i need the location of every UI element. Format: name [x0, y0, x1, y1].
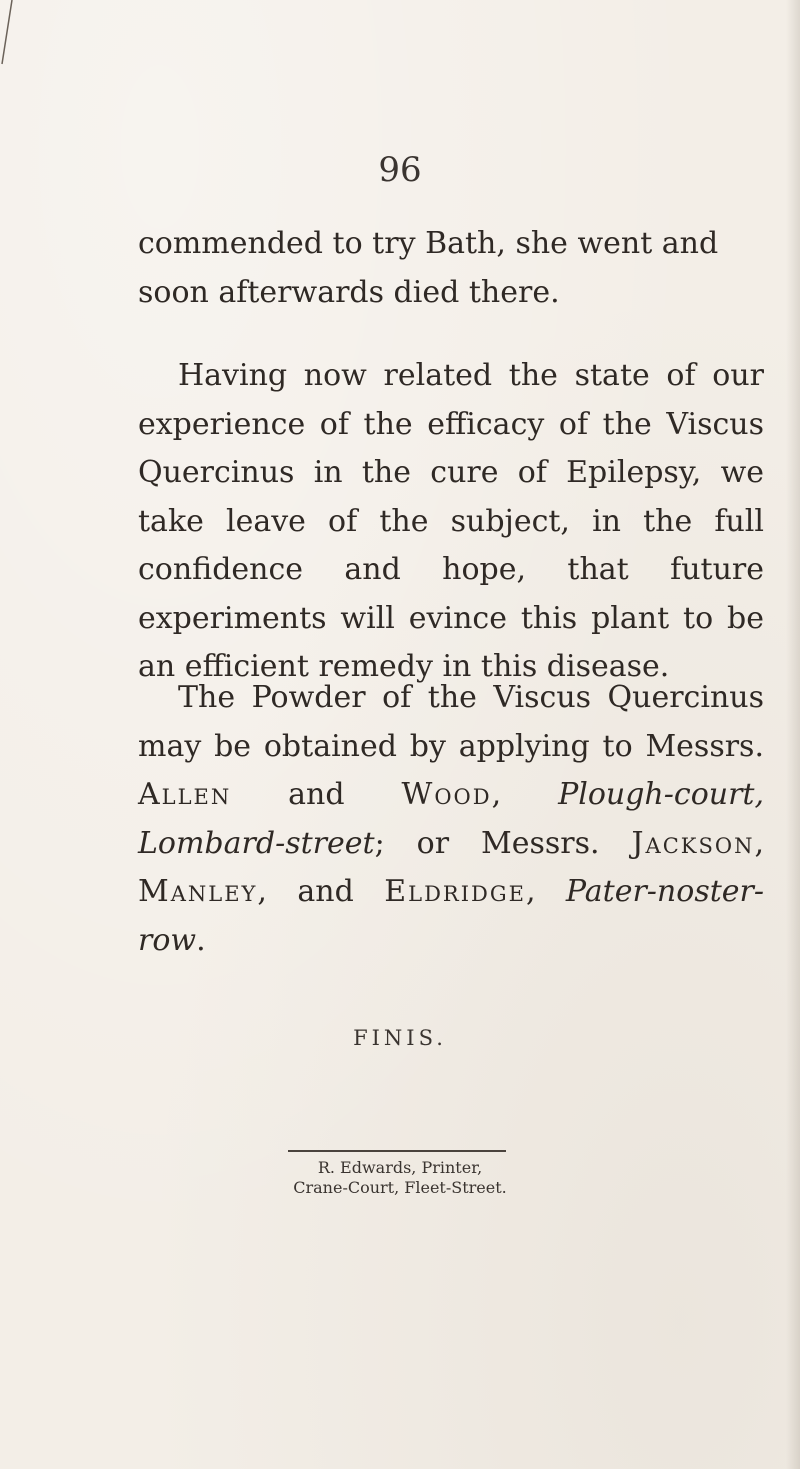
notice-text-1: The Powder of the Viscus Quercinus may be obtained by applying to Messrs.: [138, 680, 764, 764]
notice-text-7: ,: [525, 874, 566, 909]
imprint-line-1: R. Edwards, Printer,: [317, 1158, 483, 1177]
page-edge-shadow: [786, 0, 800, 1469]
notice-text-6: , and: [257, 874, 385, 909]
page-number: 96: [378, 150, 422, 190]
printer-imprint: [0, 1158, 800, 1198]
supplier-name-eldridge: Eldridge: [384, 874, 526, 909]
notice-text-2: and: [231, 777, 402, 812]
notice-text-4: ; or Messrs.: [374, 825, 632, 861]
supplier-name-jackson: Jackson: [631, 825, 755, 861]
supplier-address-1: Plough-court, Lombard-street: [138, 777, 765, 861]
paragraph-supplier-notice: [138, 674, 764, 965]
notice-text-3: ,: [491, 777, 559, 812]
corner-pencil-mark: [0, 0, 30, 70]
supplier-name-manley: Manley: [138, 874, 258, 909]
notice-text-8: .: [196, 922, 206, 958]
notice-text-5: ,: [754, 825, 764, 861]
finis-mark: FINIS.: [353, 1026, 447, 1050]
supplier-name-allen: Allen: [138, 777, 232, 812]
printer-rule: [288, 1150, 506, 1152]
paragraph-conclusion: [138, 352, 764, 692]
paragraph-continuation: commended to try Bath, she went and soon afterwards died there.: [138, 226, 719, 310]
supplier-name-wood: Wood: [401, 777, 492, 812]
supplier-address-2: Pater-noster-row: [138, 874, 764, 958]
paragraph-conclusion-text: Having now related the state of our experience of the efficacy of the Viscus Quercinus in the cure of Epilepsy, we take leave of the subject, in the full confidence and hope, that future experiments will evince this plant to be an efficient remedy in this disease.: [138, 358, 764, 684]
imprint-line-2: Crane-Court, Fleet-Street.: [293, 1178, 507, 1197]
